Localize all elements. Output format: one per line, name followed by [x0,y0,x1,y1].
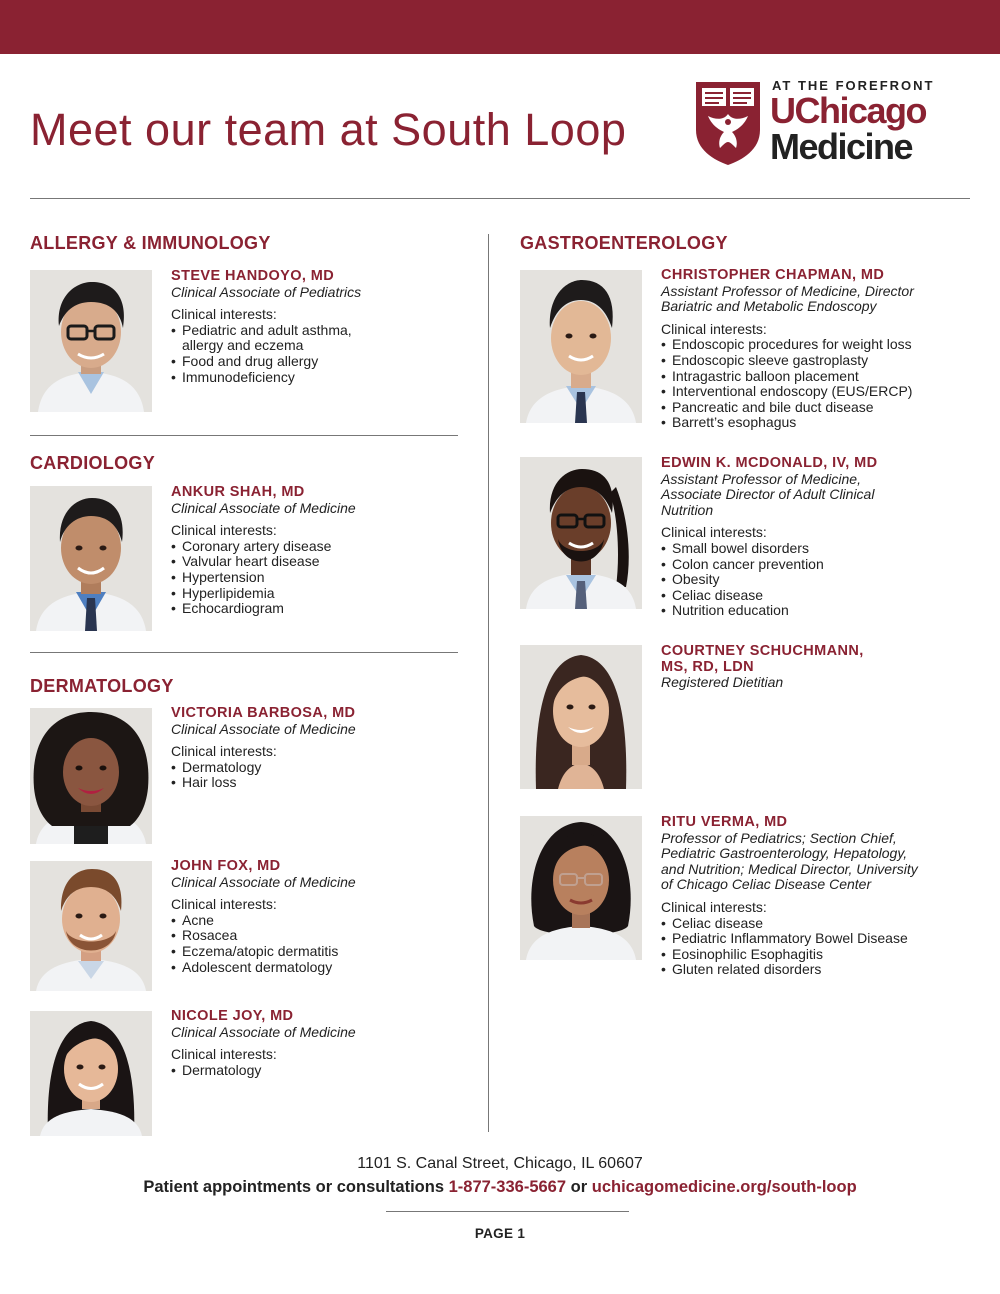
page-title: Meet our team at South Loop [30,104,627,155]
clinical-interests-label: Clinical interests: [661,898,767,915]
clinical-interests-label: Clinical interests: [171,306,277,323]
contact-or: or [570,1178,588,1196]
interest-item: • Intragastric balloon placement [661,369,961,385]
doctor-photo-christopher-chapman [520,270,642,423]
clinic-address: 1101 S. Canal Street, Chicago, IL 60607 [357,1155,643,1172]
doctor-card-courtney-schuchmann [661,644,961,691]
doctor-title: Assistant Professor of Medicine, Director [661,282,914,299]
uchicago-medicine-logo [694,78,954,168]
interest-item: • Hyperlipidemia [171,586,471,602]
interest-item: • Endoscopic procedures for weight loss [661,337,961,353]
doctor-credentials: MS, RD, LDN [661,658,755,675]
section-title-dermatology: DERMATOLOGY [30,676,174,696]
doctor-title: Bariatric and Metabolic Endoscopy [661,298,877,315]
clinical-interests-label: Clinical interests: [661,524,767,541]
interest-item: • Echocardiogram [171,601,471,617]
doctor-name: VICTORIA BARBOSA, MD [171,705,356,721]
doctor-card-victoria-barbosa [171,706,471,791]
interest-item: • Pediatric Inflammatory Bowel Disease [661,931,961,947]
clinical-interests-list [661,916,961,978]
clinical-interests-list [661,337,961,431]
doctor-card-john-fox [171,859,471,975]
column-divider [488,234,489,1132]
interest-item: • Interventional endoscopy (EUS/ERCP) [661,384,961,400]
doctor-title: Professor of Pediatrics; Section Chief, [661,829,897,846]
doctor-photo-victoria-barbosa [30,708,152,844]
interest-item: • Pancreatic and bile duct disease [661,400,961,416]
doctor-name: ANKUR SHAH, MD [171,484,305,500]
doctor-card-nicole-joy [171,1009,471,1078]
phoenix-shield-icon [694,80,762,166]
doctor-title: Nutrition [661,501,714,518]
interest-item: • Pediatric and adult asthma, allergy and eczema [171,323,381,354]
interest-item: • Eosinophilic Esophagitis [661,947,961,963]
doctor-title: and Nutrition; Medical Director, University [661,860,918,877]
doctor-title: Clinical Associate of Medicine [171,499,356,516]
doctor-photo-courtney-schuchmann [520,645,642,789]
section-title-gastroenterology: GASTROENTEROLOGY [520,233,728,253]
website-link[interactable]: uchicagomedicine.org/south-loop [591,1178,857,1196]
interest-item: • Gluten related disorders [661,962,961,978]
doctor-photo-ankur-shah [30,486,152,631]
interest-item: • Celiac disease [661,916,961,932]
contact-prefix: Patient appointments or consultations [143,1178,445,1196]
doctor-name: EDWIN K. MCDONALD, IV, MD [661,455,878,471]
doctor-title: Registered Dietitian [661,674,784,691]
doctor-name: COURTNEY SCHUCHMANN, [661,643,864,659]
interest-item: • Acne [171,913,471,929]
doctor-photo-steve-handoyo [30,270,152,412]
clinical-interests-list [661,541,961,619]
doctor-title: Clinical Associate of Medicine [171,1023,356,1040]
interest-item: • Dermatology [171,1063,471,1079]
interest-item: • Dermatology [171,760,471,776]
section-title-cardiology: CARDIOLOGY [30,453,156,473]
clinical-interests-list [171,539,471,617]
interest-item: • Coronary artery disease [171,539,471,555]
doctor-card-christopher-chapman [661,268,961,431]
interest-item: • Hair loss [171,775,471,791]
doctor-title: of Chicago Celiac Disease Center [661,876,872,893]
doctor-title: Clinical Associate of Medicine [171,720,356,737]
doctor-card-steve-handoyo [171,269,471,385]
interest-item: • Food and drug allergy [171,354,381,370]
section-divider [30,435,458,436]
doctor-title: Pediatric Gastroenterology, Hepatology, [661,845,908,862]
interest-item: • Immunodeficiency [171,370,381,386]
doctor-title: Clinical Associate of Pediatrics [171,283,362,300]
clinical-interests-label: Clinical interests: [171,522,277,539]
footer-divider [386,1211,629,1212]
contact-line [0,1178,1000,1197]
interest-item: • Nutrition education [661,603,961,619]
doctor-name: STEVE HANDOYO, MD [171,268,335,284]
interest-item: • Hypertension [171,570,471,586]
clinical-interests-list [171,760,471,791]
doctor-title: Assistant Professor of Medicine, [661,470,861,487]
doctor-card-ritu-verma [661,815,961,978]
interest-item: • Rosacea [171,928,471,944]
interest-item: • Obesity [661,572,961,588]
doctor-title: Associate Director of Adult Clinical [661,486,875,503]
doctor-card-edwin-mcdonald [661,456,961,619]
page-number: PAGE 1 [474,1226,526,1241]
clinical-interests-label: Clinical interests: [661,320,767,337]
interest-item: • Eczema/atopic dermatitis [171,944,471,960]
interest-item: • Adolescent dermatology [171,960,471,976]
header-divider [30,198,970,199]
clinical-interests-label: Clinical interests: [171,1046,277,1063]
doctor-card-ankur-shah [171,485,471,617]
section-divider [30,652,458,653]
top-banner [0,0,1000,54]
clinical-interests-list [171,323,381,385]
interest-item: • Colon cancer prevention [661,557,961,573]
phone-link[interactable]: 1-877-336-5667 [448,1178,567,1196]
clinical-interests-list [171,913,471,975]
doctor-title: Clinical Associate of Medicine [171,873,356,890]
doctor-name: JOHN FOX, MD [171,858,281,874]
doctor-photo-ritu-verma [520,816,642,960]
interest-item: • Endoscopic sleeve gastroplasty [661,353,961,369]
doctor-name: NICOLE JOY, MD [171,1008,294,1024]
doctor-name: CHRISTOPHER CHAPMAN, MD [661,267,885,283]
clinical-interests-list [171,1063,471,1079]
section-title-allergy-immunology: ALLERGY & IMMUNOLOGY [30,233,271,253]
doctor-photo-edwin-mcdonald [520,457,642,609]
interest-item: • Small bowel disorders [661,541,961,557]
logo-wordmark-medicine: Medicine [770,126,913,167]
clinical-interests-label: Clinical interests: [171,896,277,913]
clinical-interests-label: Clinical interests: [171,743,277,760]
interest-item: • Celiac disease [661,588,961,604]
logo-tagline: AT THE FOREFRONT [772,78,935,93]
doctor-photo-nicole-joy [30,1011,152,1136]
doctor-name: RITU VERMA, MD [661,814,788,830]
doctor-photo-john-fox [30,861,152,991]
interest-item: • Valvular heart disease [171,554,471,570]
logo-wordmark-uchicago: UChicago [770,90,927,131]
interest-item: • Barrett’s esophagus [661,415,961,431]
